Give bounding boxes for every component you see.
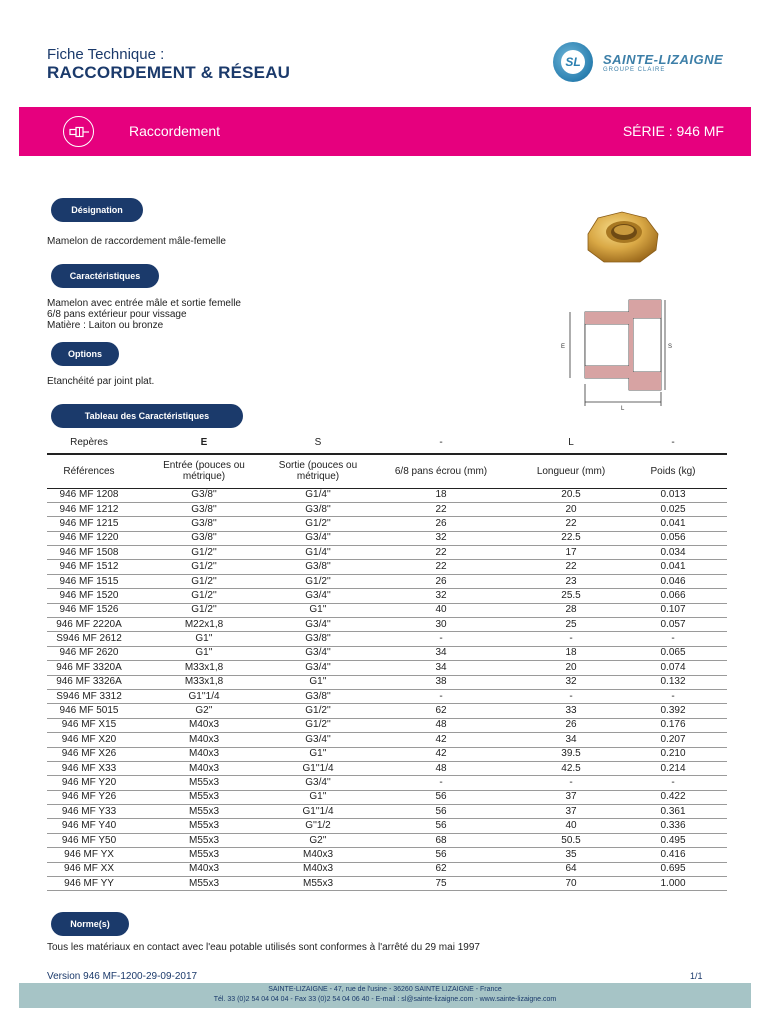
table-cell: G3/8'' [277,689,359,703]
table-cell: G1''1/4 [277,761,359,775]
table-row [47,488,727,502]
table-row [47,531,727,545]
table-cell: 56 [359,848,523,862]
table-cell: 0.013 [619,488,727,502]
table-row [47,790,727,804]
table-cell: 22 [359,546,523,560]
caracteristiques-pill: Caractéristiques [51,264,159,288]
table-cell: 23 [523,574,619,588]
table-cell: 22 [359,560,523,574]
table-cell: 946 MF 1215 [47,517,131,531]
column-header-line: Entrée (pouces ou [163,460,245,472]
column-header [523,454,619,488]
column-header [47,454,131,488]
table-cell: 946 MF Y33 [47,805,131,819]
table-cell: G1''1/4 [277,805,359,819]
footer-contact: Tél. 33 (0)2 54 04 04 04 - Fax 33 (0)2 54 04 06 40 - E-mail : sl@sainte-lizaigne.com - www.sainte-lizaigne.com [213,996,557,1003]
table-cell: M55x3 [131,877,277,891]
table-cell: 946 MF 1520 [47,589,131,603]
table-cell: G1'' [277,747,359,761]
table-cell: 946 MF X33 [47,761,131,775]
table-cell: G3/8'' [131,531,277,545]
table-cell: 22 [523,517,619,531]
table-cell: G3/4'' [277,589,359,603]
table-cell: 0.132 [619,675,727,689]
table-cell: M55x3 [131,833,277,847]
table-cell: M33x1,8 [131,661,277,675]
table-cell: 946 MF Y50 [47,833,131,847]
table-cell: G3/8'' [277,632,359,646]
table-row [47,618,727,632]
column-header-line: métrique) [296,471,340,483]
table-cell: 0.495 [619,833,727,847]
table-row [47,632,727,646]
table-cell: 56 [359,819,523,833]
table-row [47,718,727,732]
table-cell: G1/2'' [131,589,277,603]
table-cell: G2'' [277,833,359,847]
table-cell: 33 [523,704,619,718]
reperes-cell: S [314,437,322,448]
table-cell: 64 [523,862,619,876]
table-cell: 946 MF 1508 [47,546,131,560]
table-cell: M33x1,8 [131,675,277,689]
table-cell: 946 MF 1515 [47,574,131,588]
version-label: Version 946 MF-1200-29-09-2017 [47,971,198,982]
table-cell: G1/2'' [131,603,277,617]
table-cell: 28 [523,603,619,617]
table-cell: G1/2'' [277,704,359,718]
table-cell: M40x3 [131,718,277,732]
table-cell: 42 [359,733,523,747]
table-cell: 68 [359,833,523,847]
caracteristiques-line-1: Mamelon avec entrée mâle et sortie femelle [47,298,241,309]
table-cell: G1''1/4 [131,689,277,703]
table-row [47,675,727,689]
table-cell: - [359,776,523,790]
table-cell: 946 MF X20 [47,733,131,747]
column-header [359,454,523,488]
table-cell: 946 MF Y40 [47,819,131,833]
table-cell: 946 MF 1526 [47,603,131,617]
table-cell: 946 MF 1208 [47,488,131,502]
logo-mark [553,42,593,82]
table-cell: G1'' [131,632,277,646]
table-cell: 0.176 [619,718,727,732]
table-cell: 946 MF YX [47,848,131,862]
table-cell: 0.416 [619,848,727,862]
reperes-cell: Repères [70,437,108,448]
table-row [47,661,727,675]
table-cell: 39.5 [523,747,619,761]
table-cell: 17 [523,546,619,560]
table-cell: 946 MF X26 [47,747,131,761]
table-cell: 0.057 [619,618,727,632]
column-header [619,454,727,488]
table-cell: 946 MF Y20 [47,776,131,790]
column-header [131,454,277,488]
logo-subtitle: GROUPE CLAIRE [603,67,666,73]
table-cell: 0.210 [619,747,727,761]
table-cell: 18 [523,646,619,660]
table-cell: G''1/2 [277,819,359,833]
table-cell: 0.041 [619,560,727,574]
table-cell: - [619,632,727,646]
dimension-e: E [561,344,566,350]
page-number: 1/1 [690,971,703,981]
table-row [47,761,727,775]
table-cell: 946 MF 2620 [47,646,131,660]
table-cell: 20 [523,661,619,675]
table-cell: 0.034 [619,546,727,560]
tableau-pill: Tableau des Caractéristiques [51,404,243,428]
table-cell: G1'' [277,603,359,617]
table-cell: 946 MF XX [47,862,131,876]
table-row [47,805,727,819]
table-row [47,560,727,574]
table-cell: 0.046 [619,574,727,588]
table-cell: G2'' [131,704,277,718]
designation-pill: Désignation [51,198,143,222]
table-row [47,776,727,790]
table-cell: 26 [359,517,523,531]
table-cell: 0.214 [619,761,727,775]
table-cell: 946 MF 3320A [47,661,131,675]
product-photo [578,208,666,266]
table-row [47,603,727,617]
reperes-cell: E [200,437,208,448]
table-cell: 50.5 [523,833,619,847]
table-cell: 37 [523,790,619,804]
column-header-line: Références [63,465,115,477]
table-cell: S946 MF 3312 [47,689,131,703]
table-cell: 946 MF 1512 [47,560,131,574]
table-cell: G3/8'' [277,502,359,516]
table-cell: 34 [523,733,619,747]
table-cell: - [523,689,619,703]
table-cell: G1/4'' [277,488,359,502]
table-cell: 0.025 [619,502,727,516]
footer-band [19,983,751,1008]
normes-pill: Norme(s) [51,912,129,936]
table-cell: 56 [359,790,523,804]
table-row [47,589,727,603]
coupling-icon [63,116,94,147]
table-row [47,689,727,703]
table-row [47,517,727,531]
table-cell: 32 [523,675,619,689]
table-cell: G1/4'' [277,546,359,560]
table-cell: M55x3 [131,819,277,833]
column-header [277,454,359,488]
header-row [47,454,727,488]
table-cell: 1.000 [619,877,727,891]
table-row [47,819,727,833]
table-row [47,574,727,588]
table-cell: 0.392 [619,704,727,718]
table-row [47,733,727,747]
table-cell: 38 [359,675,523,689]
table-cell: 946 MF 1212 [47,502,131,516]
company-logo [553,42,733,82]
table-cell: M55x3 [131,790,277,804]
table-cell: G3/4'' [277,661,359,675]
series-label: SÉRIE : 946 MF [622,123,724,139]
table-cell: G3/8'' [131,517,277,531]
table-cell: M40x3 [131,747,277,761]
table-cell: 40 [523,819,619,833]
table-cell: G1'' [277,675,359,689]
table-cell: G3/4'' [277,646,359,660]
footer-address: SAINTE-LIZAIGNE - 47, rue de l'usine - 36260 SAINTE LIZAIGNE - France [268,986,502,993]
table-cell: G3/8'' [131,502,277,516]
column-header-line: métrique) [182,471,226,483]
table-cell: - [619,776,727,790]
table-cell: 946 MF 1220 [47,531,131,545]
table-cell: 34 [359,661,523,675]
column-header-line: 6/8 pans écrou (mm) [394,465,488,477]
table-cell: 0.065 [619,646,727,660]
caracteristiques-line-3: Matière : Laiton ou bronze [47,320,164,331]
table-cell: G1/2'' [131,546,277,560]
table-cell: 32 [359,589,523,603]
table-cell: 0.074 [619,661,727,675]
table-cell: 0.056 [619,531,727,545]
table-cell: 0.336 [619,819,727,833]
table-cell: M40x3 [131,761,277,775]
table-row [47,862,727,876]
table-cell: - [359,689,523,703]
table-cell: G1/2'' [277,574,359,588]
table-cell: G3/4'' [277,531,359,545]
category-title: Raccordement [129,123,221,139]
table-cell: 0.361 [619,805,727,819]
table-cell: 946 MF 3326A [47,675,131,689]
options-text: Etanchéité par joint plat. [47,376,155,387]
category-band [19,107,751,156]
table-cell: G1/2'' [131,574,277,588]
table-cell: 22 [359,502,523,516]
table-cell: 946 MF X15 [47,718,131,732]
dimension-l: L [621,406,625,412]
table-cell: 48 [359,718,523,732]
table-cell: 946 MF Y26 [47,790,131,804]
table-cell: - [523,776,619,790]
table-cell: M40x3 [277,848,359,862]
table-cell: G3/4'' [277,776,359,790]
doc-kicker: Fiche Technique : [47,46,165,63]
table-cell: - [359,632,523,646]
doc-title: RACCORDEMENT & RÉSEAU [47,63,291,82]
column-header-line: Poids (kg) [650,465,696,477]
table-cell: M40x3 [277,862,359,876]
designation-text: Mamelon de raccordement mâle-femelle [47,236,226,247]
table-cell: M40x3 [131,862,277,876]
table-cell: 0.066 [619,589,727,603]
normes-text: Tous les matériaux en contact avec l'eau potable utilisés sont conformes à l'arrêté du 29 mai 1997 [47,942,480,953]
technical-drawing [555,292,675,414]
table-cell: 35 [523,848,619,862]
table-row [47,833,727,847]
table-cell: M55x3 [131,848,277,862]
table-cell: 40 [359,603,523,617]
table-cell: 62 [359,862,523,876]
table-cell: 0.041 [619,517,727,531]
table-cell: G3/8'' [131,488,277,502]
options-pill: Options [51,342,119,366]
table-cell: 75 [359,877,523,891]
table-cell: 26 [359,574,523,588]
spec-table [47,432,727,891]
table-cell: G3/8'' [277,560,359,574]
table-cell: 946 MF 5015 [47,704,131,718]
table-cell: 62 [359,704,523,718]
dimension-s: S [668,344,673,350]
reperes-cell: - [671,437,675,448]
table-cell: 0.107 [619,603,727,617]
table-cell: 30 [359,618,523,632]
reperes-cell: L [568,437,574,448]
table-row [47,646,727,660]
table-row [47,877,727,891]
table-row [47,704,727,718]
table-cell: 25 [523,618,619,632]
table-cell: G1/2'' [277,517,359,531]
table-cell: 48 [359,761,523,775]
table-cell: - [619,689,727,703]
table-cell: 18 [359,488,523,502]
table-cell: 20.5 [523,488,619,502]
table-cell: M55x3 [131,776,277,790]
table-cell: 0.422 [619,790,727,804]
table-cell: - [523,632,619,646]
table-cell: 26 [523,718,619,732]
table-cell: 946 MF 2220A [47,618,131,632]
table-cell: 946 MF YY [47,877,131,891]
table-cell: G3/4'' [277,618,359,632]
table-cell: 32 [359,531,523,545]
table-cell: 70 [523,877,619,891]
table-cell: 25.5 [523,589,619,603]
table-cell: G1'' [277,790,359,804]
reperes-cell: - [439,437,443,448]
table-cell: 42 [359,747,523,761]
table-row [47,848,727,862]
table-row [47,747,727,761]
column-header-line: Longueur (mm) [536,465,606,477]
table-cell: 22 [523,560,619,574]
table-cell: G1/2'' [131,560,277,574]
table-row [47,502,727,516]
table-cell: 56 [359,805,523,819]
table-cell: 37 [523,805,619,819]
caracteristiques-line-2: 6/8 pans extérieur pour vissage [47,309,187,320]
table-cell: M55x3 [131,805,277,819]
table-cell: M22x1,8 [131,618,277,632]
table-cell: M40x3 [131,733,277,747]
table-cell: G3/4'' [277,733,359,747]
table-row [47,546,727,560]
table-cell: 34 [359,646,523,660]
table-cell: S946 MF 2612 [47,632,131,646]
table-cell: 20 [523,502,619,516]
table-cell: 42.5 [523,761,619,775]
table-cell: M55x3 [277,877,359,891]
table-cell: 0.695 [619,862,727,876]
reperes-row [47,432,727,454]
table-cell: 22.5 [523,531,619,545]
table-cell: 0.207 [619,733,727,747]
column-header-line: Sortie (pouces ou [278,460,358,472]
table-cell: G1/2'' [277,718,359,732]
logo-monogram: SL [561,50,585,74]
logo-brand: SAINTE-LIZAIGNE [603,52,724,67]
table-cell: G1'' [131,646,277,660]
